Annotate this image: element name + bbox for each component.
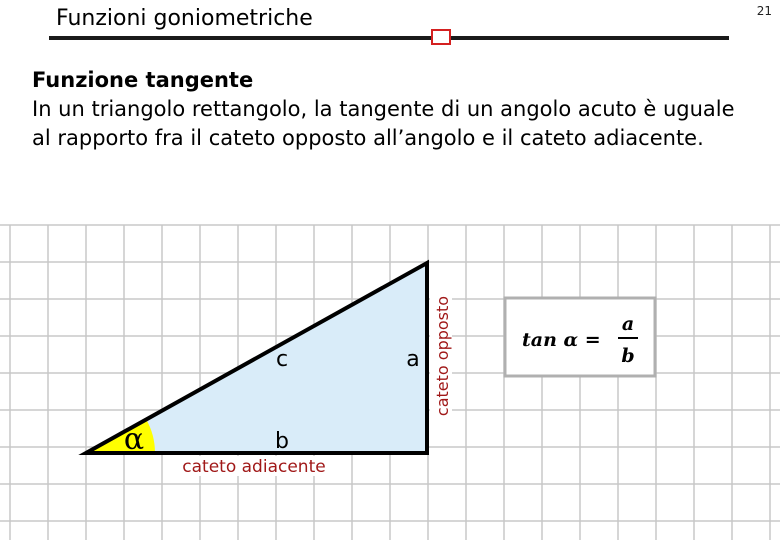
triangle-figure <box>0 215 780 540</box>
hypotenuse-label-c: c <box>275 347 289 372</box>
definition-paragraph: In un triangolo rettangolo, la tangente di un angolo acuto è uguale al rapporto fra il cateto opposto all’angolo e il cateto adiacente. <box>32 97 735 150</box>
slide-header-title: Funzioni goniometriche <box>56 6 313 31</box>
formula-denominator: b <box>621 345 635 367</box>
side-label-a: a <box>406 347 420 372</box>
side-label-b: b <box>275 429 289 454</box>
adjacent-leg-caption: cateto adiacente <box>182 457 326 477</box>
body-text <box>32 66 752 153</box>
header-rule <box>49 36 729 40</box>
opposite-leg-caption: cateto opposto <box>433 295 452 417</box>
section-heading: Funzione tangente <box>32 68 254 92</box>
page-number: 21 <box>756 4 772 18</box>
header-square-ornament <box>431 29 451 45</box>
formula-box <box>505 298 655 376</box>
formula-lhs: tan α = <box>522 329 601 351</box>
formula-numerator: a <box>621 313 635 335</box>
angle-alpha-label: α <box>123 422 145 457</box>
